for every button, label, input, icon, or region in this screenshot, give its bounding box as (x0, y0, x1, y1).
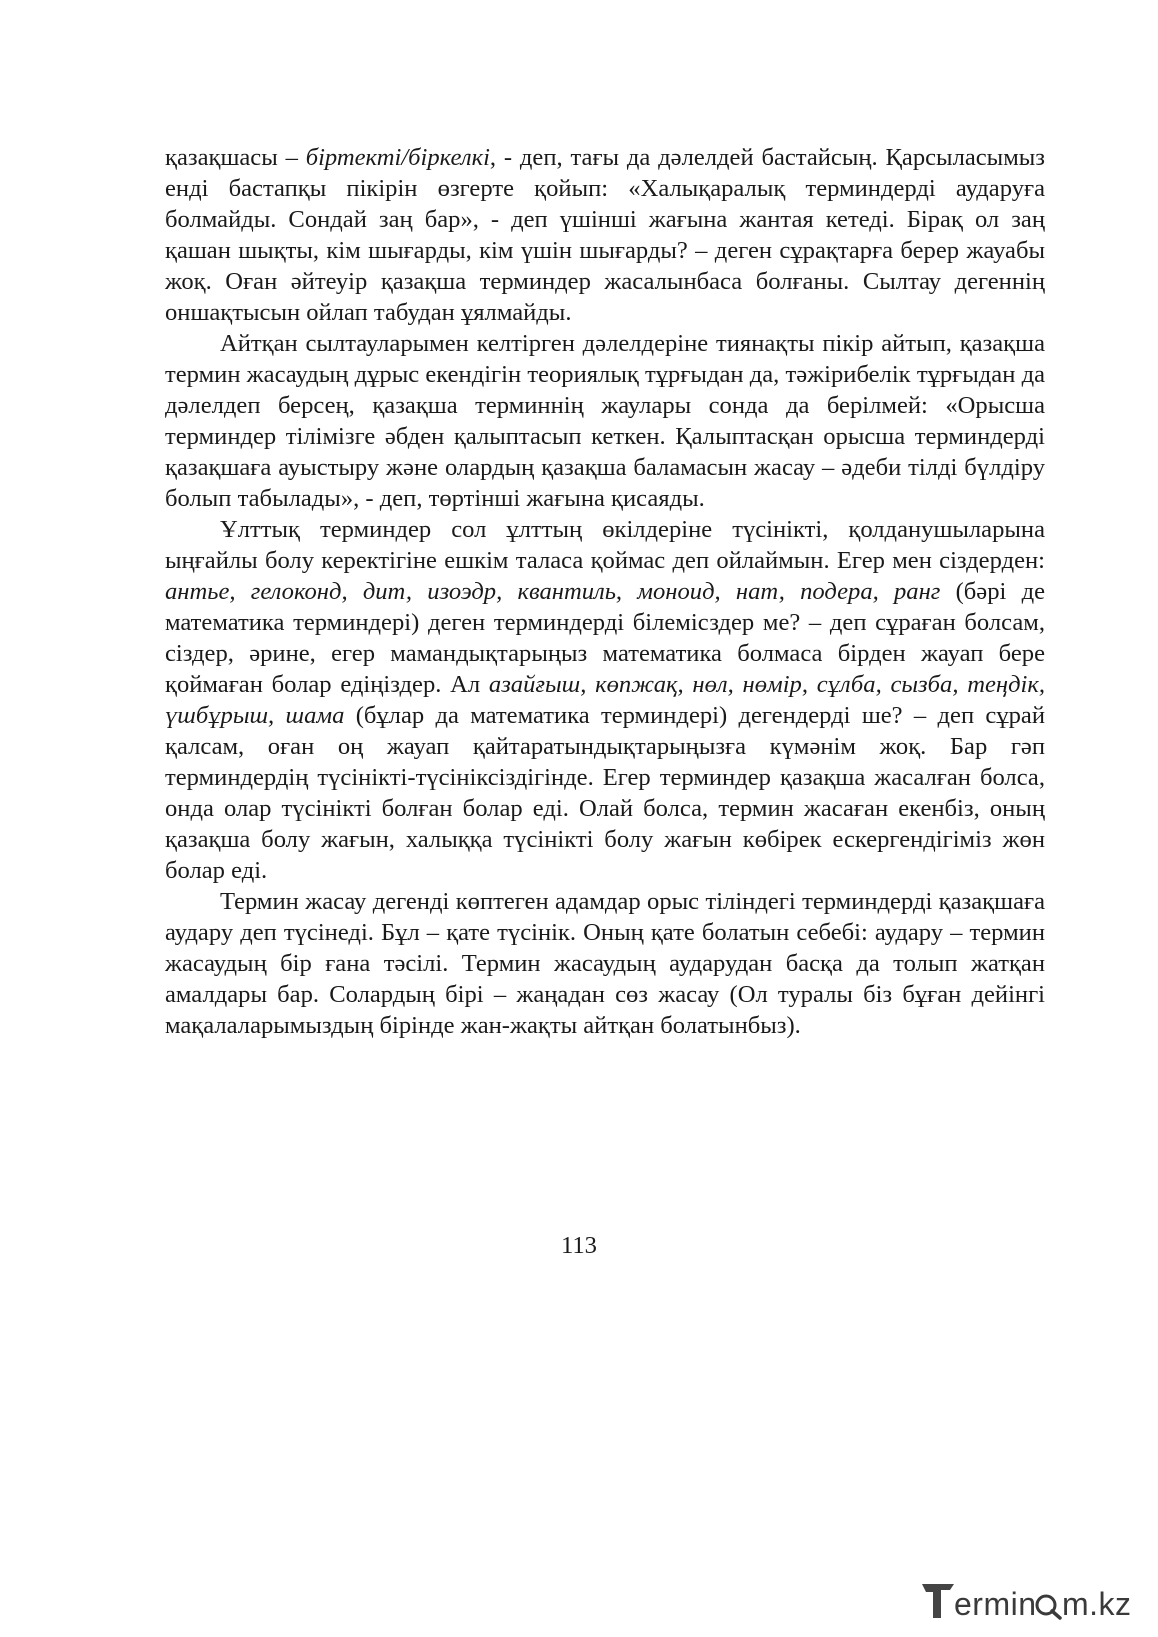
logo-text-ermin: ermin (954, 1586, 1037, 1622)
page-number: 113 (561, 1232, 597, 1259)
text-run: Ұлттық терминдер сол ұлттың өкілдеріне түсінікті, қолданушыларына ыңғайлы болу керектігіне ешкім таласа қоймас деп ойлаймын. Егер мен сіздерден: (165, 516, 1045, 574)
paragraph (165, 142, 1045, 328)
paragraph (165, 886, 1045, 1041)
magnifier-icon (1037, 1596, 1060, 1618)
document-body (165, 142, 1045, 1041)
paragraph (165, 514, 1045, 886)
text-run: қазақшасы – (165, 144, 306, 171)
text-run: (бәрі де математика терминдері) деген терминдерді білемісздер ме? – деп сұраған болсам, сіздер, әрине, егер мамандықтарыңыз математика болмаса бірден жауап бере қоймаған болар едіңіздер. Ал (165, 578, 1045, 698)
text-run: Айтқан сылтауларымен келтірген дәлелдеріне тиянақты пікір айтып, қазақша термин жасаудың дұрыс екендігін теориялық тұрғыдан да, тәжірибелік тұрғыдан да дәлелдеп берсең, қазақша терминнің жаулары сонда да берілмей: «Орысша терминдер тілімізге әбден қалыптасып кеткен. Қалыптасқан орысша терминдерді қазақшаға ауыстыру және олардың қазақша баламасын жасау – әдеби тілді бүлдіру болып табылады», - деп, төртінші жағына қисаяды. (165, 330, 1045, 512)
paragraph (165, 328, 1045, 514)
logo-text-mkz: m.kz (1062, 1586, 1132, 1622)
text-run: (бұлар да математика терминдері) дегендерді ше? – деп сұрай қалсам, оған оң жауап қайтаратындықтарыңызға күмәнім жоқ. Бар гәп терминдердің түсінікті-түсініксіздігінде. Егер терминдер қазақша жасалған болса, онда олар түсінікті болған болар еді. Олай болса, термин жасаған екенбіз, оның қазақша болу жағын, халыққа түсінікті болу жағын көбірек ескергендігіміз жөн болар еді. (165, 702, 1045, 884)
italic-term-list: біртекті/біркелкі (305, 144, 490, 171)
termincom-watermark (920, 1578, 1136, 1622)
italic-term-list: азайғыш, көпжақ, нөл, нөмір, сұлба, сызба, теңдік, үшбұрыш, шама (165, 671, 1045, 729)
logo-t-shape (922, 1584, 954, 1618)
watermark-logo-icon (920, 1578, 1136, 1622)
text-run: , - деп, тағы да дәлелдей бастайсың. Қарсыласымыз енді бастапқы пікірін өзгерте қойып: «Халықаралық терминдерді аударуға болмайды. Сондай заң бар», - деп үшінші жағына жантая кетеді. Бірақ ол заң қашан шықты, кім шығарды, кім үшін шығарды? – деген сұрақтарға берер жауабы жоқ. Оған әйтеуір қазақша терминдер жасалынбаса болғаны. Сылтау дегеннің оншақтысын ойлап табудан ұялмайды. (165, 144, 1045, 326)
text-run: Термин жасау дегенді көптеген адамдар орыс тіліндегі терминдерді қазақшаға аудару деп түсінеді. Бұл – қате түсінік. Оның қате болатын себебі: аудару – термин жасаудың бір ғана тәсілі. Термин жасаудың аударудан басқа да толып жатқан амалдары бар. Солардың бірі – жаңадан сөз жасау (Ол туралы біз бұған дейінгі мақалаларымыздың бірінде жан-жақты айтқан болатынбыз). (165, 888, 1045, 1039)
italic-term-list: антье, гелоконд, дит, изоэдр, квантиль, моноид, нат, подера, ранг (165, 578, 941, 605)
